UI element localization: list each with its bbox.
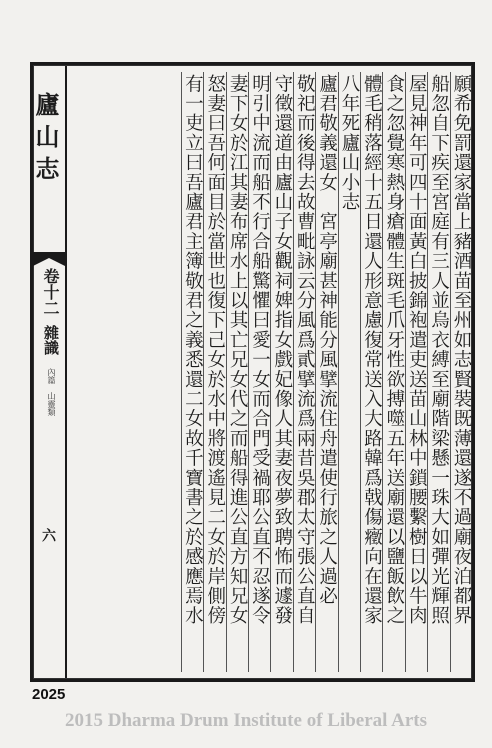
margin-section: 雜識 [42,325,60,355]
text-column: 怒妻曰吾何面目於當世也復下己女於水中將渡遙見二女於岸側傍 [203,72,225,672]
text-column: 船忽自下疾至宮庭有三人並烏衣縛至廟階梁懸一珠大如彈光輝照 [427,72,449,672]
text-column: 廬君敬義還女 宮亭廟甚神能分風擘流住舟遣使行旅之人過必 [315,72,337,672]
margin-page-mark: 六 [40,528,56,542]
margin-juan: 卷十二 [41,268,60,316]
footer-watermark: 2015 Dharma Drum Institute of Liberal Arts [64,710,428,731]
margin-subsection: 內篇 山靈類 [47,368,56,416]
text-column: 屋見神年可四十面黃白披錦袍遣吏送苗山林中鎖腰繫樹日以牛肉 [405,72,427,672]
text-column: 妻下女於江其妻布席水上以其亡兄女代之而船得進公直方知兄女 [226,72,248,672]
text-column: 食之忽覺寒熱身瘡體生斑毛爪牙性欲搏噬五年送廟還以鹽飯飲之 [382,72,404,672]
text-column: 明引中流而船不行合船驚懼曰愛一女而合門受禍耶公直不忍遂令 [248,72,270,672]
text-column: 有一吏立曰吾廬君主簿敬君之義悉還二女故千寶書之於感應焉水 [181,72,203,672]
text-column: 體毛稍落經十五日還人形意慮復常送入大路韓爲戟傷癥向在還家 [360,72,382,672]
text-column: 願希免罰還家當上豬酒苗至州如志賢裝既薄還遂不過廟夜泊都界 [450,72,472,672]
text-body [68,72,472,672]
margin-title: 廬山志 [31,92,60,188]
page-number: 2025 [32,686,66,703]
text-column: 敬祀而後得去故曹毗詠云分風爲貳擘流爲兩昔吳郡太守張公直自 [293,72,315,672]
fish-tail-mark [33,252,65,266]
text-column: 守徵還道由廬山子女觀祠婢指女戲妃像人其妻夜夢致聘怖而遽發 [270,72,292,672]
text-column: 八年死廬山小志 [338,72,360,672]
